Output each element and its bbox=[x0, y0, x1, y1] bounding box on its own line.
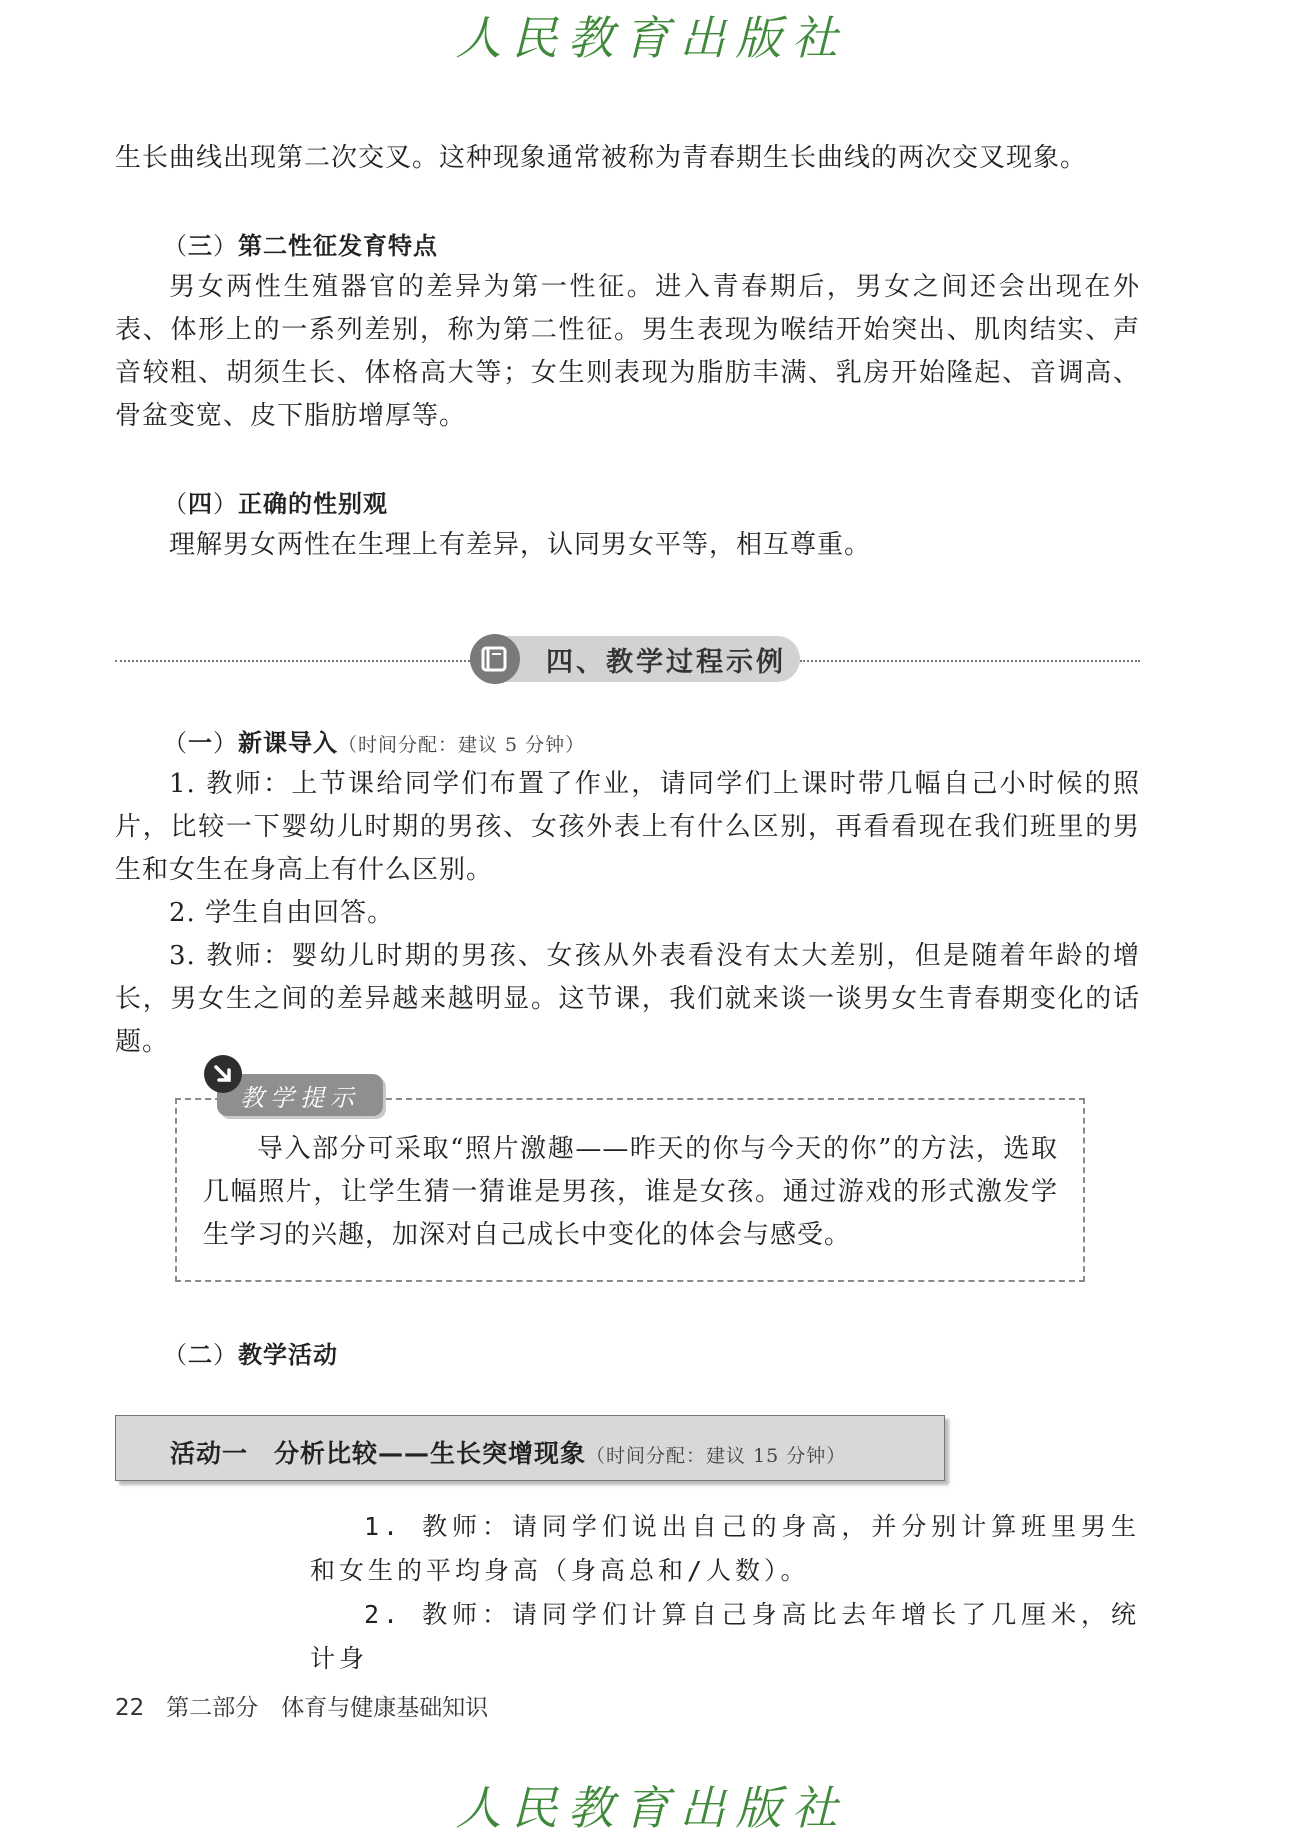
arrow-down-right-icon bbox=[204, 1055, 242, 1093]
footer-section-title: 第二部分 体育与健康基础知识 bbox=[166, 1695, 489, 1721]
paragraph-continuation: 生长曲线出现第二次交叉。这种现象通常被称为青春期生长曲线的两次交叉现象。 bbox=[115, 143, 1088, 173]
paragraph-gender-view: 理解男女两性在生理上有差异，认同男女平等，相互尊重。 bbox=[169, 530, 872, 560]
list-item: 2. 教师：请同学们计算自己身高比去年增长了几厘米，统计身 bbox=[310, 1600, 1140, 1673]
heading-new-lesson-intro: （一）新课导入（时间分配：建议 5 分钟） bbox=[163, 729, 586, 757]
activity-title: 活动一 分析比较——生长突增现象（时间分配：建议 15 分钟） bbox=[170, 1439, 847, 1468]
section-divider-left bbox=[115, 660, 470, 662]
heading-secondary-sex-characteristics: （三）第二性征发育特点 bbox=[163, 232, 438, 260]
publisher-logo-bottom: 人民教育出版社 bbox=[455, 1781, 848, 1835]
heading-teaching-activities: （二）教学活动 bbox=[163, 1341, 338, 1369]
list-item: 1. 教师：上节课给同学们布置了作业，请同学们上课时带几幅自己小时候的照片，比较一下婴幼儿时期的男孩、女孩外表上有什么区别，再看看现在我们班里的男生和女生在身高上有什么区别。 bbox=[115, 769, 1140, 885]
list-item: 2. 学生自由回答。 bbox=[169, 898, 395, 928]
page-footer bbox=[115, 1689, 488, 1722]
section-divider-right bbox=[800, 660, 1140, 662]
heading-gender-view: （四）正确的性别观 bbox=[163, 490, 388, 518]
book-icon bbox=[470, 634, 520, 684]
teaching-tip-text: 导入部分可采取“照片激趣——昨天的你与今天的你”的方法，选取几幅照片，让学生猜一猜谁是男孩，谁是女孩。通过游戏的形式激发学生学习的兴趣，加深对自己成长中变化的体会与感受。 bbox=[203, 1134, 1058, 1250]
list-item: 1. 教师：请同学们说出自己的身高，并分别计算班里男生和女生的平均身高（身高总和/人数）。 bbox=[310, 1512, 1140, 1585]
teaching-tip-label: 教学提示 bbox=[240, 1084, 360, 1112]
list-item: 3. 教师：婴幼儿时期的男孩、女孩从外表看没有太大差别，但是随着年龄的增长，男女生之间的差异越来越明显。这节课，我们就来谈一谈男女生青春期变化的话题。 bbox=[115, 941, 1140, 1057]
publisher-logo-top: 人民教育出版社 bbox=[455, 11, 848, 65]
section-title: 四、教学过程示例 bbox=[546, 647, 786, 678]
page-number: 22 bbox=[115, 1695, 145, 1721]
paragraph-secondary-sex-characteristics: 男女两性生殖器官的差异为第一性征。进入青春期后，男女之间还会出现在外表、体形上的一系列差别，称为第二性征。男生表现为喉结开始突出、肌肉结实、声音较粗、胡须生长、体格高大等；女生则表现为脂肪丰满、乳房开始隆起、音调高、骨盆变宽、皮下脂肪增厚等。 bbox=[115, 272, 1140, 431]
